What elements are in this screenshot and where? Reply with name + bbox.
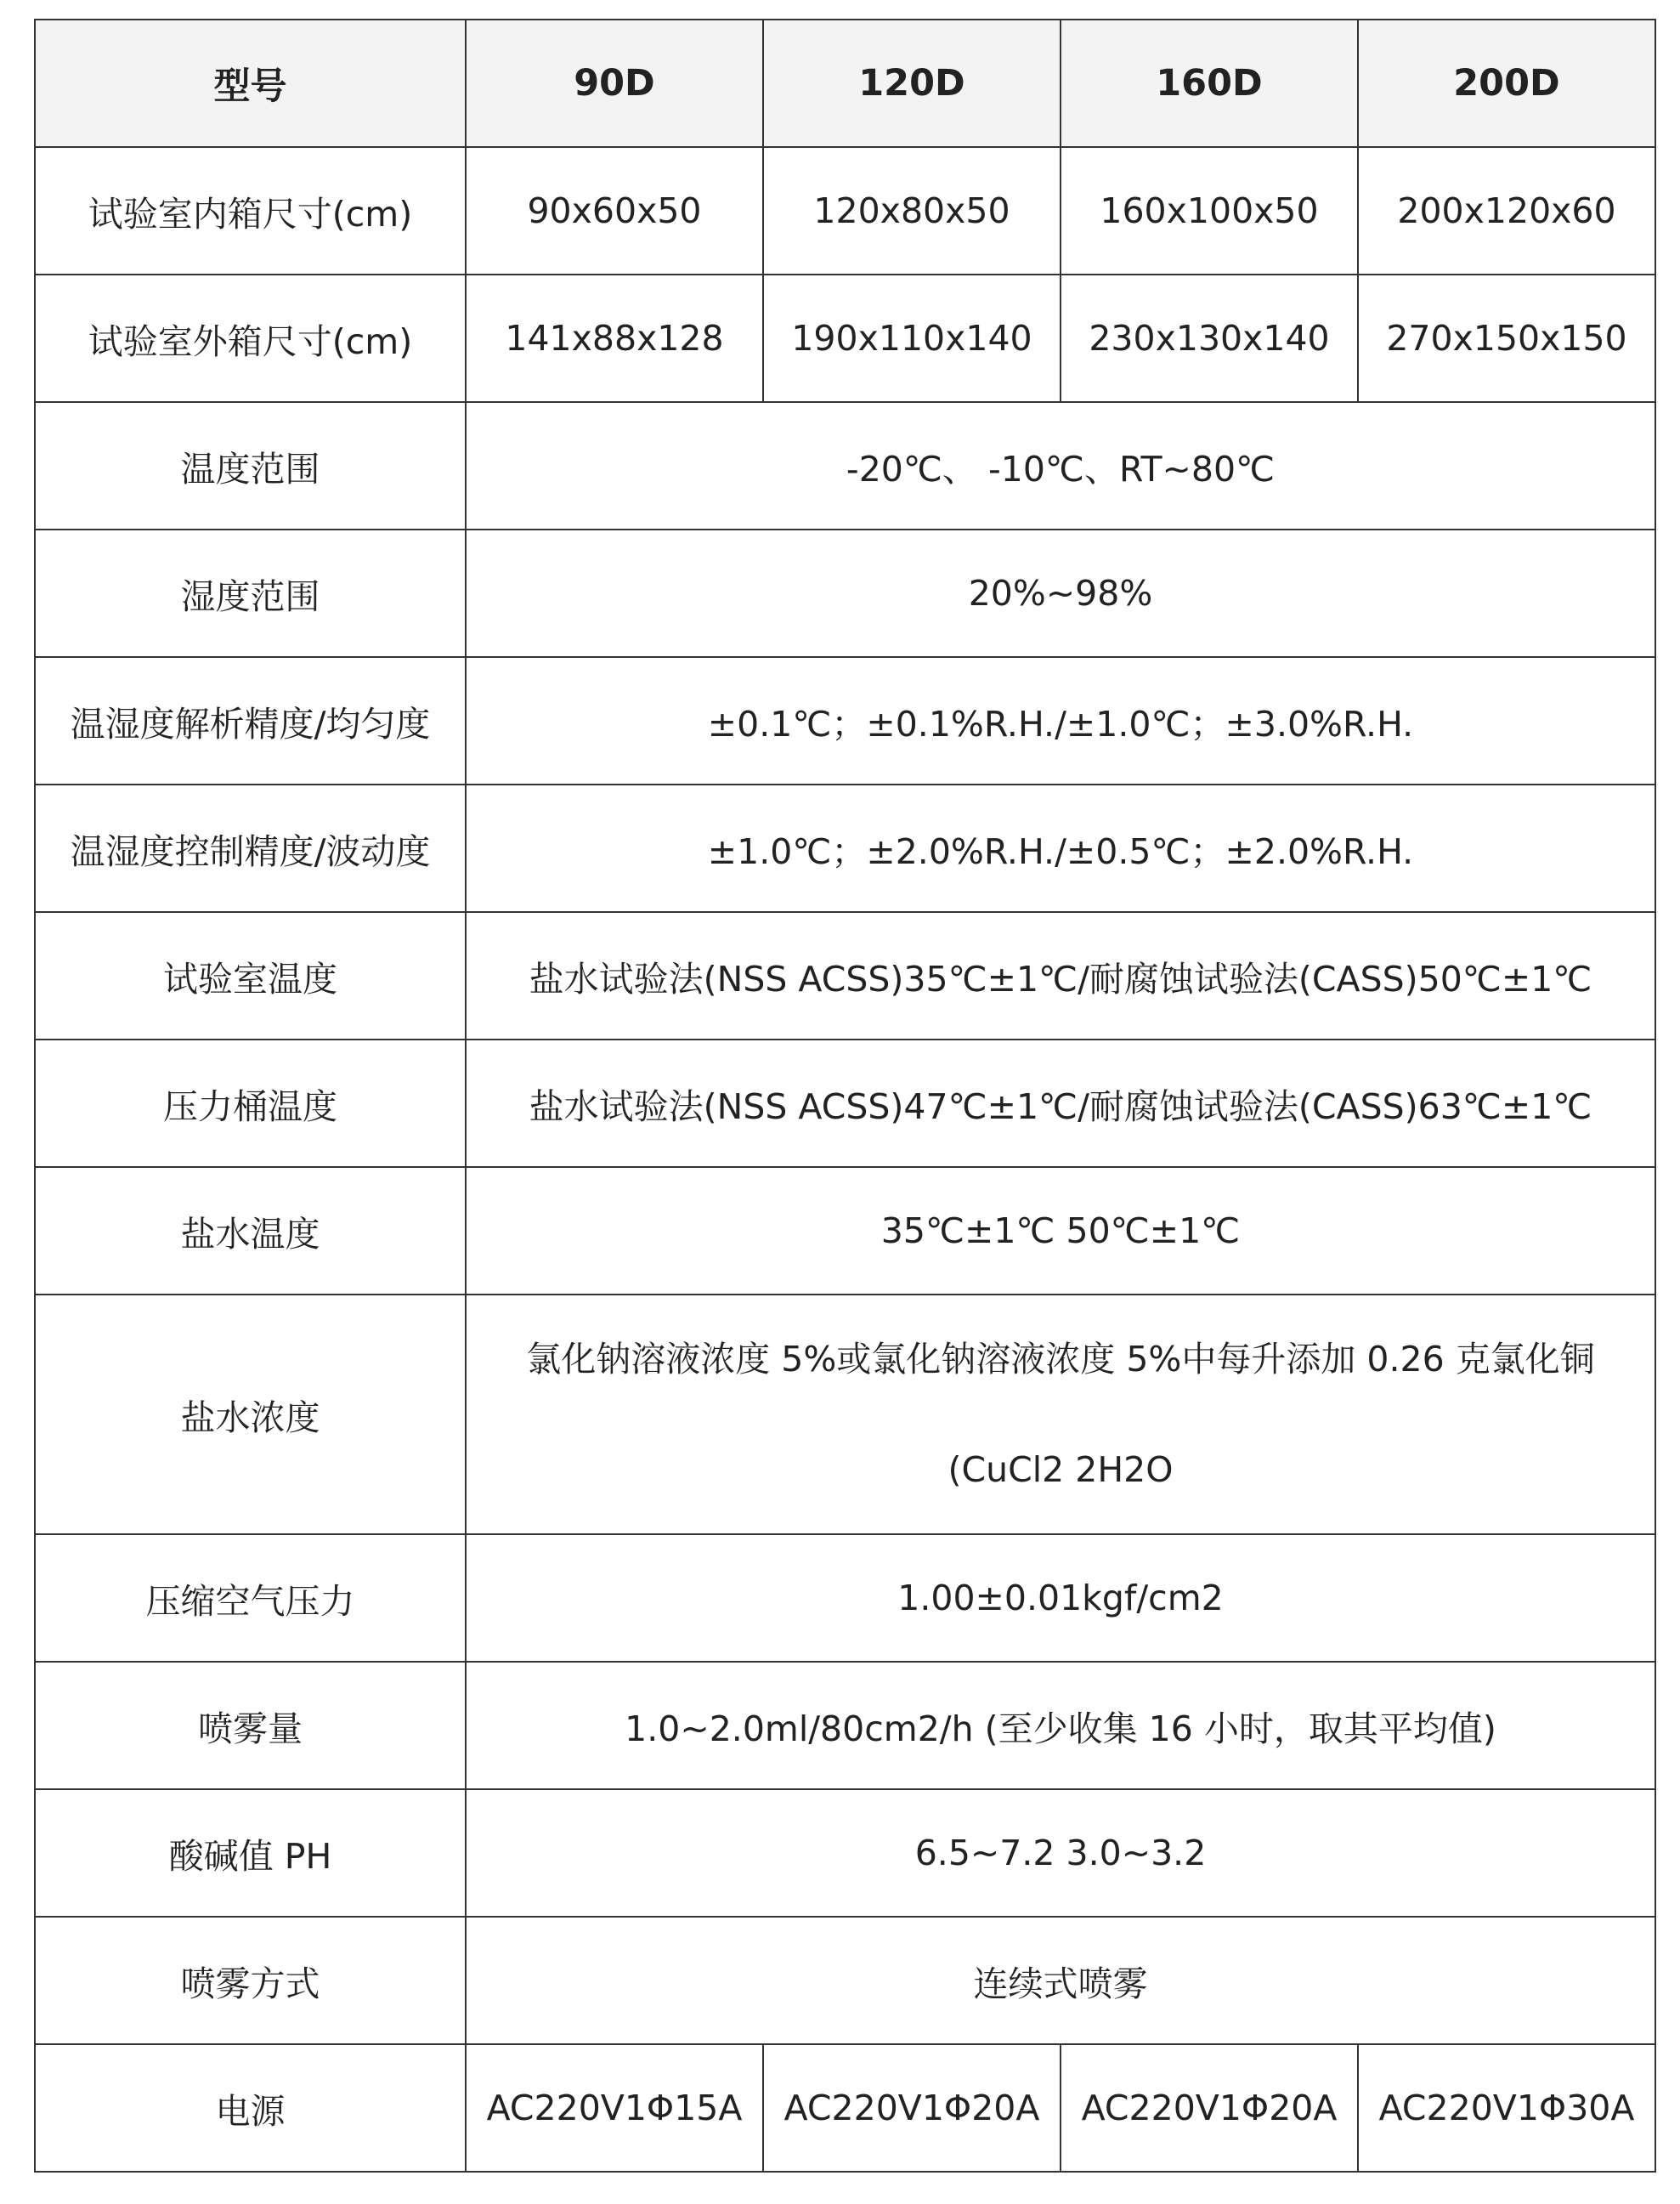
row-value: ±0.1℃；±0.1%R.H./±1.0℃；±3.0%R.H. [466, 657, 1655, 785]
row-value: 连续式喷雾 [466, 1917, 1655, 2044]
cell-90d: AC220V1Φ15A [466, 2044, 763, 2172]
header-160d: 160D [1061, 20, 1358, 147]
cell-200d: 200x120x60 [1358, 147, 1655, 275]
row-label: 压力桶温度 [35, 1040, 466, 1167]
row-label: 温湿度解析精度/均匀度 [35, 657, 466, 785]
row-label: 压缩空气压力 [35, 1534, 466, 1662]
cell-160d: AC220V1Φ20A [1061, 2044, 1358, 2172]
row-chamber-temperature [35, 912, 1655, 1040]
row-value: 35℃±1℃ 50℃±1℃ [466, 1167, 1655, 1295]
row-control-accuracy [35, 785, 1655, 912]
row-label: 喷雾量 [35, 1662, 466, 1789]
header-row [35, 20, 1655, 147]
row-brine-temperature [35, 1167, 1655, 1295]
row-ph-value [35, 1789, 1655, 1917]
row-label: 试验室外箱尺寸(cm) [35, 275, 466, 402]
row-value: 盐水试验法(NSS ACSS)47℃±1℃/耐腐蚀试验法(CASS)63℃±1℃ [466, 1040, 1655, 1167]
row-value: -20℃、 -10℃、RT~80℃ [466, 402, 1655, 530]
cell-120d: 120x80x50 [763, 147, 1061, 275]
row-label: 试验室温度 [35, 912, 466, 1040]
row-spray-volume [35, 1662, 1655, 1789]
cell-90d: 141x88x128 [466, 275, 763, 402]
cell-120d: AC220V1Φ20A [763, 2044, 1061, 2172]
row-value: 1.00±0.01kgf/cm2 [466, 1534, 1655, 1662]
header-model: 型号 [35, 20, 466, 147]
row-value: 1.0~2.0ml/80cm2/h (至少收集 16 小时，取其平均值) [466, 1662, 1655, 1789]
cell-90d: 90x60x50 [466, 147, 763, 275]
row-temperature-range [35, 402, 1655, 530]
row-label: 盐水温度 [35, 1167, 466, 1295]
row-label: 湿度范围 [35, 530, 466, 657]
row-label: 温度范围 [35, 402, 466, 530]
row-value-line: (CuCl2 2H2O [947, 1449, 1174, 1490]
row-inner-box-size [35, 147, 1655, 275]
row-spray-mode [35, 1917, 1655, 2044]
row-label: 喷雾方式 [35, 1917, 466, 2044]
cell-200d: 270x150x150 [1358, 275, 1655, 402]
row-humidity-range [35, 530, 1655, 657]
header-200d: 200D [1358, 20, 1655, 147]
row-label: 试验室内箱尺寸(cm) [35, 147, 466, 275]
row-label: 电源 [35, 2044, 466, 2172]
row-value [466, 1295, 1655, 1534]
cell-160d: 160x100x50 [1061, 147, 1358, 275]
row-outer-box-size [35, 275, 1655, 402]
row-label: 温湿度控制精度/波动度 [35, 785, 466, 912]
row-brine-concentration [35, 1295, 1655, 1534]
spec-table [34, 19, 1656, 2173]
row-label: 盐水浓度 [35, 1295, 466, 1534]
cell-200d: AC220V1Φ30A [1358, 2044, 1655, 2172]
row-label: 酸碱值 PH [35, 1789, 466, 1917]
row-value: 盐水试验法(NSS ACSS)35℃±1℃/耐腐蚀试验法(CASS)50℃±1℃ [466, 912, 1655, 1040]
cell-120d: 190x110x140 [763, 275, 1061, 402]
header-90d: 90D [466, 20, 763, 147]
row-compressed-air-pressure [35, 1534, 1655, 1662]
row-resolution-uniformity [35, 657, 1655, 785]
row-value: 6.5~7.2 3.0~3.2 [466, 1789, 1655, 1917]
row-value: ±1.0℃；±2.0%R.H./±0.5℃；±2.0%R.H. [466, 785, 1655, 912]
row-power-supply [35, 2044, 1655, 2172]
cell-160d: 230x130x140 [1061, 275, 1358, 402]
row-value: 20%~98% [466, 530, 1655, 657]
header-120d: 120D [763, 20, 1061, 147]
row-pressure-barrel-temperature [35, 1040, 1655, 1167]
row-value-line: 氯化钠溶液浓度 5%或氯化钠溶液浓度 5%中每升添加 0.26 克氯化铜 [526, 1339, 1595, 1380]
